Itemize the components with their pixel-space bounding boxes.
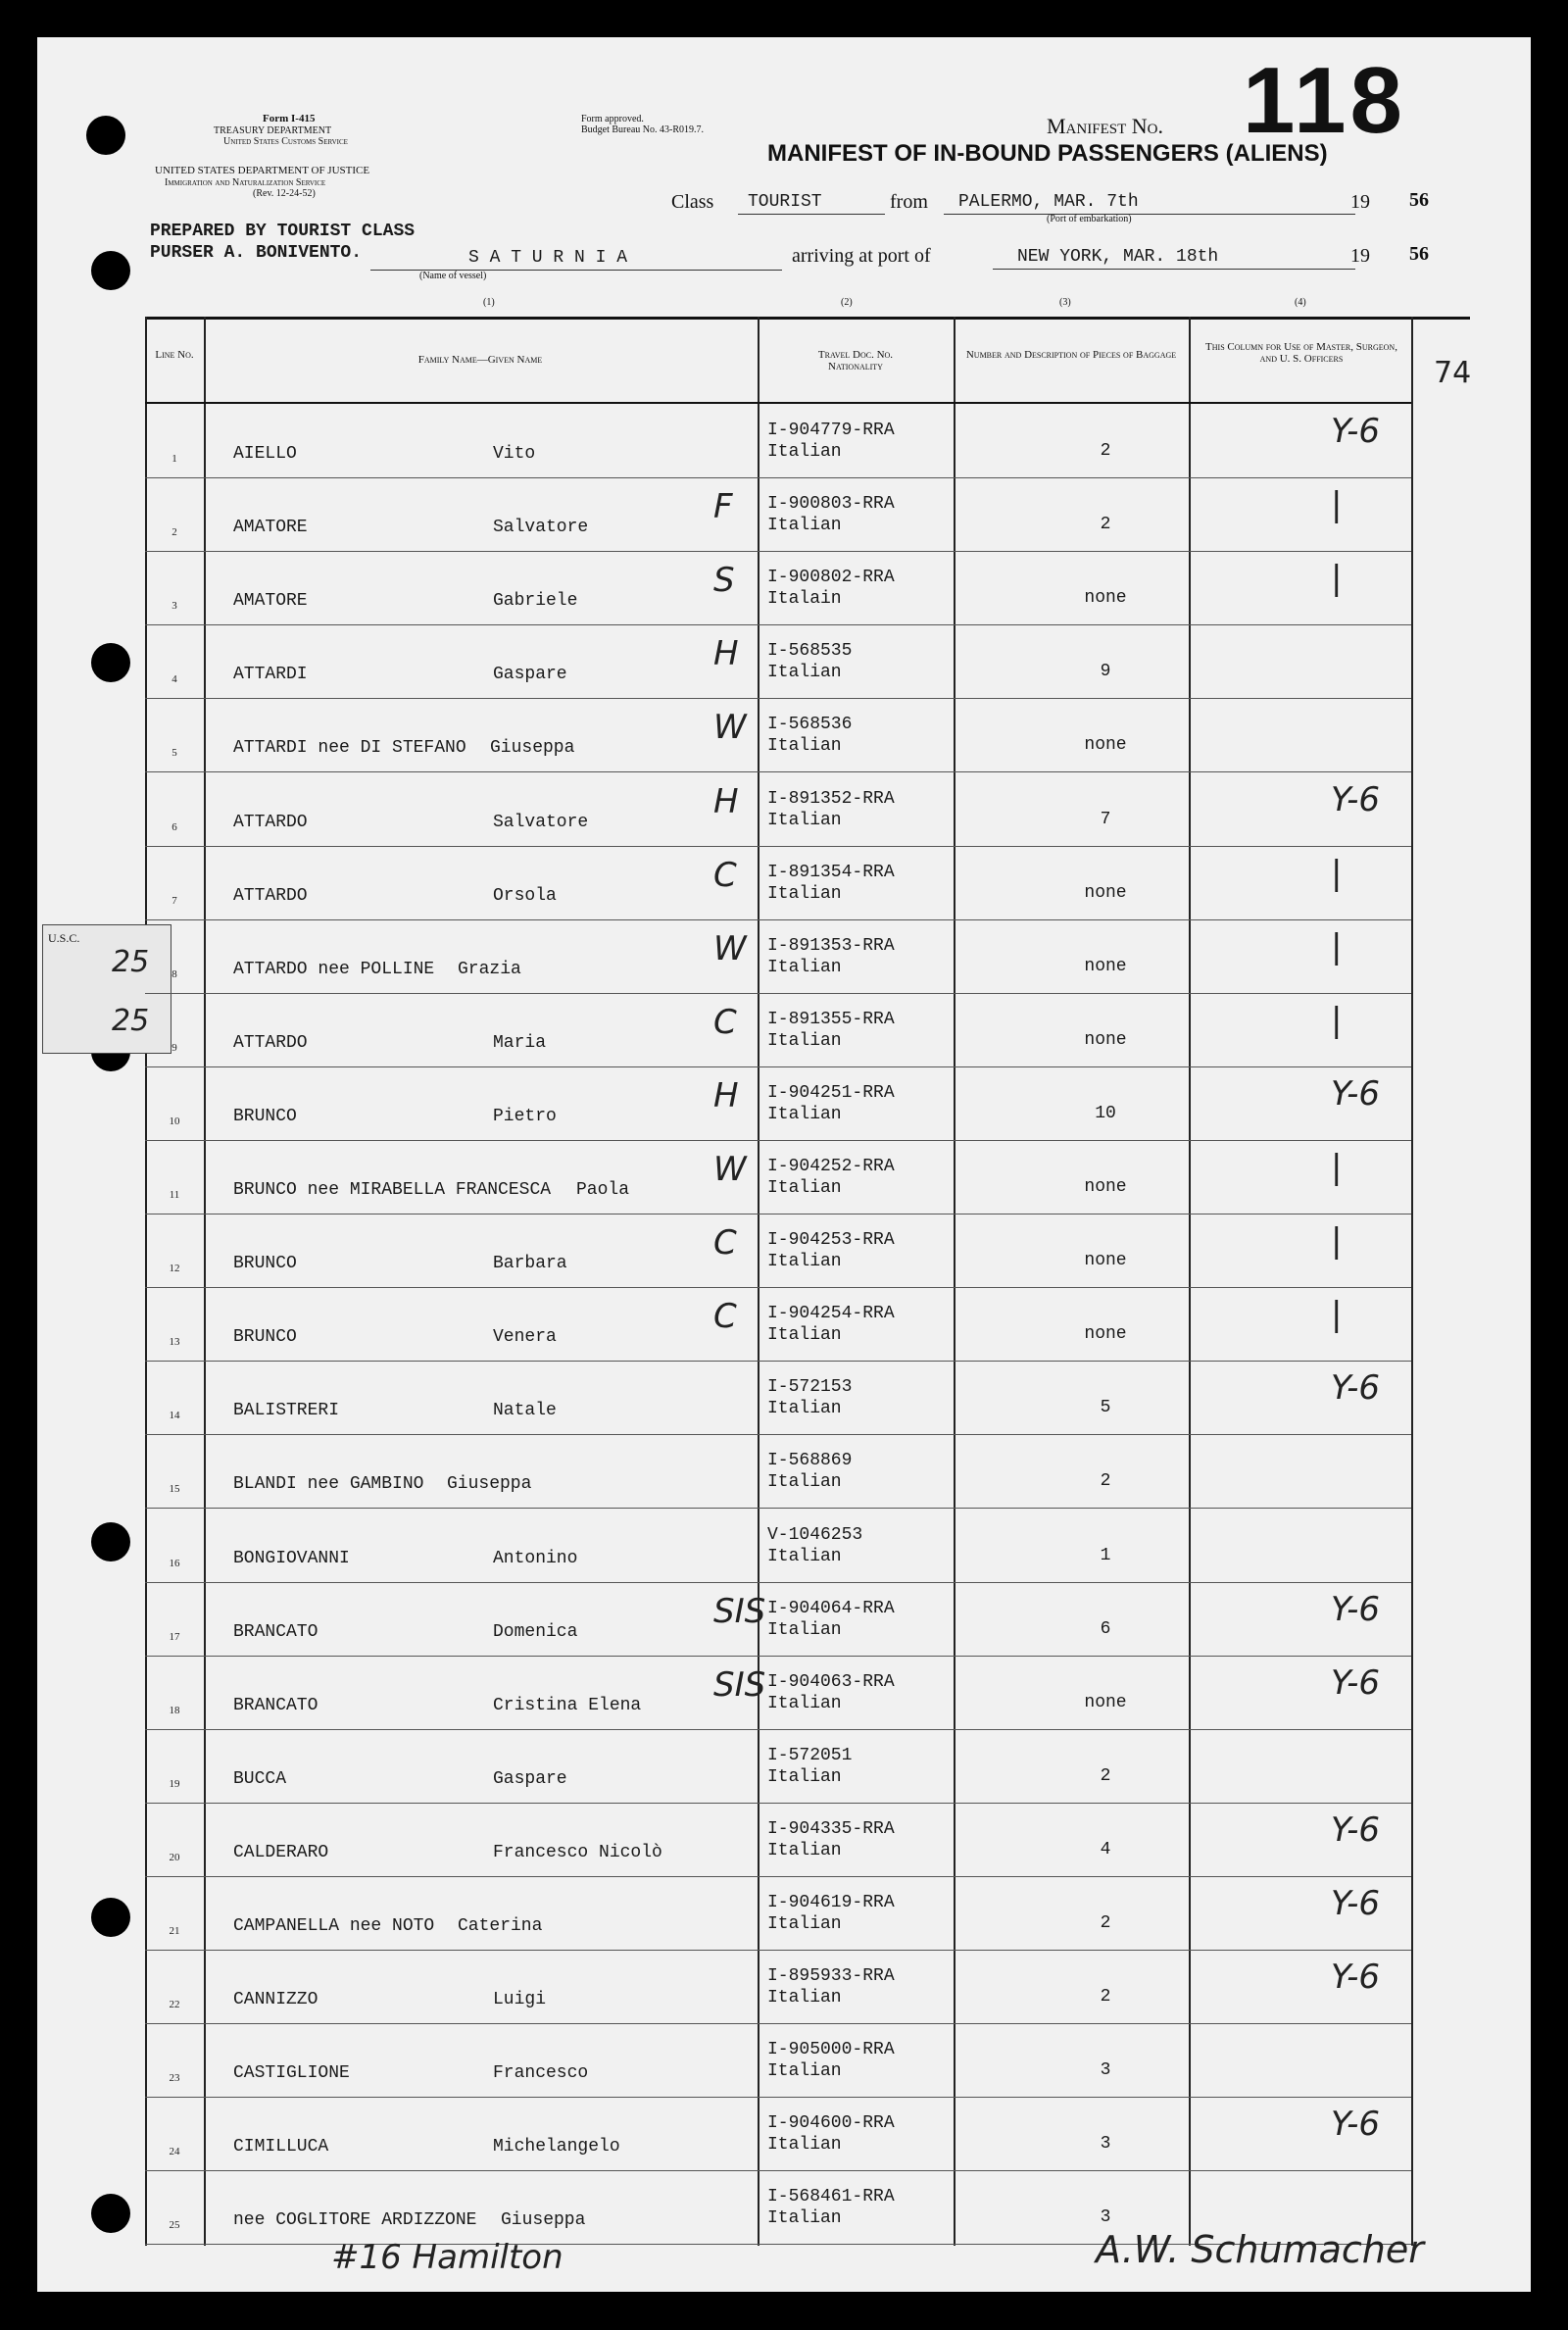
family-name: AMATORE [233,518,308,538]
given-name: Giuseppa [490,738,575,759]
table-row [145,1803,1411,1877]
family-name: BONGIOVANNI [233,1548,350,1568]
manifest-title: MANIFEST OF IN-BOUND PASSENGERS (ALIENS) [767,140,1328,167]
doc-number: I-904253-RRA [767,1230,895,1251]
relation-mark: C [713,1223,737,1264]
family-name: AIELLO [233,444,297,464]
punch-hole [91,2194,130,2233]
travel-doc [767,2186,895,2229]
family-name: CASTIGLIONE [233,2063,350,2084]
doc-number: I-904619-RRA [767,1893,895,1912]
line-number: 22 [169,1999,180,2011]
travel-doc [767,1376,852,1419]
baggage-count: none [1084,1692,1127,1712]
table-row [145,1582,1411,1657]
table-row [145,2097,1411,2171]
relation-mark: SIS [713,1591,766,1631]
signature-right: A.W. Schumacher [1096,2228,1424,2271]
baggage-count: 5 [1100,1398,1111,1418]
table-row [145,1876,1411,1951]
header-line-no: Line No. [155,349,194,361]
travel-doc [767,2039,895,2082]
line-number: 7 [172,894,177,907]
travel-doc [767,1156,895,1199]
nationality: Italian [767,957,842,977]
given-name: Vito [493,444,536,464]
given-name: Natale [493,1401,557,1421]
officer-mark: | [1331,926,1343,967]
doc-number: I-891354-RRA [767,862,895,882]
officer-mark: Y-6 [1331,1589,1380,1629]
relation-mark: F [713,487,733,527]
officer-mark: | [1331,853,1343,893]
line-number: 21 [169,1925,180,1937]
vessel-caption: (Name of vessel) [419,271,487,281]
punch-hole [86,116,125,155]
travel-doc [767,862,895,905]
baggage-count: 2 [1100,1987,1111,2008]
table-row [145,1729,1411,1804]
nationality: Italian [767,1252,842,1272]
class-value: TOURIST [748,192,822,212]
table-row [145,698,1411,772]
line-number: 11 [169,1189,180,1201]
doc-number: I-905000-RRA [767,2040,895,2060]
table-right-border [1411,317,1413,2246]
doc-number: I-568536 [767,715,853,735]
family-name: ATTARDI nee DI STEFANO [233,738,466,759]
doc-number: I-568461-RRA [767,2187,895,2207]
class-underline [738,214,885,215]
doc-number: V-1046253 [767,1524,863,1545]
manifest-no-label: Manifest No. [1047,114,1163,138]
family-name: AMATORE [233,591,308,612]
travel-doc [767,1598,895,1641]
relation-mark: C [713,1297,737,1337]
column-number: (4) [1295,297,1306,308]
officer-mark: | [1331,1148,1343,1187]
line-number: 3 [172,600,177,613]
family-name: CANNIZZO [233,1990,318,2010]
family-name: ATTARDO [233,885,308,906]
baggage-count: 4 [1100,1839,1111,1859]
table-row [145,1140,1411,1215]
table-row [145,846,1411,920]
travel-doc [767,1524,862,1567]
header-name: Family Name—Given Name [417,354,543,366]
column-number: (1) [483,297,495,308]
punch-hole [91,643,130,682]
doc-number: I-891352-RRA [767,788,895,809]
given-name: Caterina [458,1916,543,1936]
line-number: 8 [172,967,177,980]
travel-doc [767,2112,895,2156]
line-number: 25 [169,2219,180,2232]
table-row [145,1361,1411,1435]
baggage-count: none [1084,1251,1127,1271]
line-number: 4 [172,673,177,686]
travel-doc [767,640,852,683]
given-name: Gabriele [493,591,578,612]
relation-mark: C [713,1002,737,1042]
officer-mark: | [1331,1295,1343,1335]
nationality: Italian [767,1766,842,1787]
travel-doc [767,1009,895,1052]
doc-number: I-572153 [767,1377,853,1398]
given-name: Antonino [493,1548,578,1568]
family-name: CIMILLUCA [233,2137,329,2157]
vessel-name: S A T U R N I A [468,248,628,268]
relation-mark: H [713,1075,739,1115]
given-name: Gaspare [493,665,567,685]
page-mark: 74 [1434,356,1472,390]
nationality: Italian [767,1988,842,2008]
line-number: 16 [169,1557,180,1569]
travel-doc [767,1229,895,1272]
doc-number: I-572051 [767,1745,853,1765]
travel-doc [767,493,895,536]
nationality: Italian [767,1914,842,1934]
nationality: Italian [767,883,842,904]
officer-mark: Y-6 [1331,1958,1380,1998]
baggage-count: 3 [1100,2134,1111,2155]
nationality: Italian [767,2061,842,2082]
family-name: ATTARDO [233,1032,308,1053]
relation-mark: SIS [713,1664,766,1705]
travel-doc [767,714,852,757]
justice-dept: UNITED STATES DEPARTMENT OF JUSTICE [155,165,370,176]
family-name: BRANCATO [233,1695,318,1715]
customs-service: United States Customs Service [223,136,348,147]
doc-number: I-904251-RRA [767,1082,895,1103]
baggage-count: 3 [1100,2060,1111,2081]
doc-number: I-904254-RRA [767,1304,895,1324]
family-name: BALISTRERI [233,1401,340,1421]
manifest-number: 118 [1243,48,1406,153]
prepared-by-line1: PREPARED BY TOURIST CLASS [150,222,416,241]
travel-doc [767,1818,895,1861]
doc-number: I-904600-RRA [767,2113,895,2134]
given-name: Francesco [493,2063,589,2084]
form-number: Form I-415 [263,113,316,124]
header-officers: This Column for Use of Master, Surgeon, and U. S. Officers [1205,341,1397,365]
officer-mark: | [1331,485,1343,525]
manifest-sheet [37,37,1531,2292]
baggage-count: none [1084,882,1127,903]
doc-number: I-904252-RRA [767,1157,895,1176]
arrival-port: NEW YORK, MAR. 18th [1017,247,1219,267]
line-number: 18 [169,1704,180,1716]
doc-number: I-568869 [767,1451,853,1471]
travel-doc [767,420,895,463]
from-value: PALERMO, MAR. 7th [958,192,1139,212]
nationality: Italian [767,2135,842,2156]
table-row [145,1656,1411,1730]
travel-doc [767,567,895,610]
line-number: 17 [169,1630,180,1643]
officer-mark: | [1331,559,1343,599]
travel-doc [767,788,895,831]
given-name: Gaspare [493,1768,567,1789]
header-baggage: Number and Description of Pieces of Baggage [965,349,1177,361]
line-number: 14 [169,1410,180,1422]
given-name: Salvatore [493,812,589,832]
table-row [145,2023,1411,2098]
arrival-underline [993,269,1355,270]
nationality: Italian [767,516,842,536]
baggage-count: 1 [1100,1545,1111,1565]
officer-mark: | [1331,1221,1343,1262]
doc-number: I-904063-RRA [767,1671,895,1692]
nationality: Italian [767,2208,842,2229]
family-name: BRUNCO [233,1327,297,1348]
nationality: Italian [767,810,842,830]
given-name: Barbara [493,1254,567,1274]
line-number: 13 [169,1336,180,1349]
family-name: BUCCA [233,1768,287,1789]
signature-left: #16 Hamilton [331,2238,564,2277]
family-name: CAMPANELLA nee NOTO [233,1916,435,1936]
doc-number: I-900803-RRA [767,494,895,515]
given-name: Giuseppa [501,2210,586,2231]
family-name: BRUNCO [233,1254,297,1274]
class-label: Class [671,191,714,213]
travel-doc [767,1671,895,1714]
column-number: (3) [1059,297,1071,308]
treasury-dept: TREASURY DEPARTMENT [214,125,332,136]
doc-number: I-891355-RRA [767,1009,895,1029]
line-number: 9 [172,1041,177,1054]
given-name: Domenica [493,1621,578,1642]
family-name: BLANDI nee GAMBINO [233,1474,424,1495]
line-number: 15 [169,1483,180,1496]
travel-doc [767,935,895,978]
given-name: Salvatore [493,518,589,538]
baggage-count: 9 [1100,662,1111,682]
officer-mark: Y-6 [1331,1809,1380,1850]
punch-hole [91,1898,130,1937]
stamp-text: 25 [112,1004,150,1038]
line-number: 20 [169,1851,180,1863]
baggage-count: none [1084,1029,1127,1050]
baggage-count: 10 [1095,1103,1116,1123]
relation-mark: W [713,928,747,968]
given-name: Orsola [493,885,557,906]
table-row [145,919,1411,994]
relation-mark: W [713,1150,747,1189]
officer-mark: Y-6 [1331,2105,1380,2145]
travel-doc [767,1303,895,1346]
given-name: Michelangelo [493,2137,620,2157]
officer-mark: Y-6 [1331,412,1380,451]
officer-mark: | [1331,1000,1343,1040]
table-row [145,624,1411,699]
table-row [145,1434,1411,1509]
nationality: Italian [767,442,842,462]
from-label: from [890,191,928,213]
given-name: Pietro [493,1106,557,1126]
travel-doc [767,1965,895,2008]
family-name: BRUNCO nee MIRABELLA FRANCESCA [233,1180,552,1200]
table-row [145,1214,1411,1288]
baggage-count: 2 [1100,1913,1111,1933]
relation-mark: H [713,634,739,674]
baggage-count: 2 [1100,1765,1111,1786]
travel-doc [767,1892,895,1935]
line-number: 2 [172,526,177,539]
baggage-count: none [1084,956,1127,976]
line-number: 12 [169,1263,180,1275]
given-name: Paola [576,1180,630,1200]
nationality: Italian [767,1619,842,1640]
table-row [145,477,1411,552]
year-suffix: 56 [1409,189,1429,211]
baggage-count: none [1084,735,1127,756]
doc-number: I-900802-RRA [767,568,895,588]
table-row [145,1287,1411,1362]
given-name: Luigi [493,1990,547,2010]
nationality: Italian [767,663,842,683]
stamp-text: 25 [112,945,150,979]
nationality: Italian [767,1546,842,1566]
nationality: Italian [767,1472,842,1493]
form-approved: Form approved. [581,114,644,124]
family-name: nee COGLITORE ARDIZZONE [233,2210,477,2231]
officer-mark: Y-6 [1331,1073,1380,1114]
column-number: (2) [841,297,853,308]
doc-number: I-904779-RRA [767,421,895,440]
family-name: ATTARDI [233,665,308,685]
prepared-by-line2: PURSER A. BONIVENTO. [150,243,363,263]
relation-mark: H [713,781,739,821]
doc-number: I-904064-RRA [767,1598,895,1618]
doc-number: I-904335-RRA [767,1818,895,1839]
baggage-count: 7 [1100,809,1111,829]
table-row [145,1066,1411,1141]
nationality: Italain [767,589,842,610]
given-name: Cristina Elena [493,1695,642,1715]
family-name: ATTARDO [233,812,308,832]
doc-number: I-895933-RRA [767,1966,895,1987]
travel-doc [767,1082,895,1125]
line-number: 24 [169,2146,180,2158]
line-number: 19 [169,1777,180,1790]
line-number: 23 [169,2072,180,2085]
family-name: CALDERARO [233,1842,329,1862]
year-prefix: 19 [1350,191,1370,213]
arriving-label: arriving at port of [792,245,931,267]
relation-mark: W [713,708,747,748]
officer-mark: Y-6 [1331,779,1380,819]
officer-mark: Y-6 [1331,1662,1380,1703]
budget-bureau: Budget Bureau No. 43-R019.7. [581,124,704,135]
family-name: BRANCATO [233,1621,318,1642]
line-number: 1 [172,453,177,465]
ins-service: Immigration and Naturalization Service [165,177,326,188]
baggage-count: 2 [1100,441,1111,461]
relation-mark: S [713,561,735,601]
doc-number: I-891353-RRA [767,935,895,956]
nationality: Italian [767,1693,842,1713]
doc-number: I-568535 [767,641,853,662]
given-name: Grazia [458,959,521,979]
baggage-count: none [1084,1324,1127,1345]
table-row [145,404,1411,478]
table-row [145,772,1411,847]
header-travel-doc: Travel Doc. No. Nationality [817,349,894,372]
nationality: Italian [767,1399,842,1419]
baggage-count: 2 [1100,515,1111,535]
punch-hole [91,1522,130,1562]
officer-mark: Y-6 [1331,1884,1380,1923]
table-row [145,1509,1411,1583]
given-name: Maria [493,1032,547,1053]
nationality: Italian [767,736,842,757]
nationality: Italian [767,1325,842,1346]
baggage-count: 3 [1100,2207,1111,2228]
port-embark-caption: (Port of embarkation) [1047,214,1132,224]
nationality: Italian [767,1030,842,1051]
baggage-count: 2 [1100,1471,1111,1492]
year2-prefix: 19 [1350,245,1370,267]
nationality: Italian [767,1178,842,1198]
travel-doc [767,1745,852,1788]
table-row [145,993,1411,1067]
year2-suffix: 56 [1409,243,1429,265]
from-underline [944,214,1355,215]
table-row [145,1950,1411,2024]
table-row [145,551,1411,625]
given-name: Venera [493,1327,557,1348]
relation-mark: C [713,855,737,895]
table-top-border [145,317,1470,320]
form-revision: (Rev. 12-24-52) [253,188,316,199]
line-number: 10 [169,1115,180,1127]
nationality: Italian [767,1840,842,1860]
line-number: 6 [172,820,177,833]
stamp-text: U.S.C. [48,931,80,945]
given-name: Francesco Nicolò [493,1842,662,1862]
family-name: ATTARDO nee POLLINE [233,959,435,979]
punch-hole [91,251,130,290]
baggage-count: 6 [1100,1618,1111,1639]
baggage-count: none [1084,1177,1127,1197]
given-name: Giuseppa [447,1474,532,1495]
family-name: BRUNCO [233,1106,297,1126]
travel-doc [767,1450,852,1493]
line-number: 5 [172,747,177,760]
baggage-count: none [1084,588,1127,609]
nationality: Italian [767,1104,842,1124]
officer-mark: Y-6 [1331,1368,1380,1409]
